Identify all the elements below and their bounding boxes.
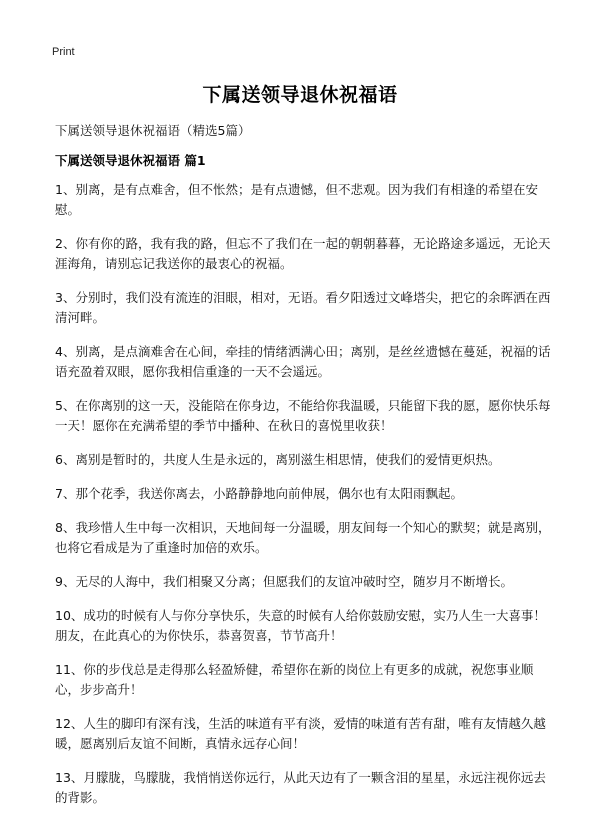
paragraph: 6、离别是暂时的，共度人生是永远的，离别滋生相思情，使我们的爱情更炽热。 [55, 452, 501, 467]
paragraph: 12、人生的脚印有深有浅，生活的味道有平有淡，爱情的味道有苦有甜，唯有友情越久越暖，愿离别后友谊不间断，真情永远存心间！ [55, 716, 546, 751]
paragraph: 13、月朦胧，鸟朦胧，我悄悄送你远行，从此天边有了一颗含泪的星星，永远注视你远去的背影。 [55, 770, 546, 805]
paragraph: 1、别离，是有点难舍，但不怅然；是有点遗憾，但不悲观。因为我们有相逢的希望在安慰。 [55, 182, 538, 217]
page-title: 下属送领导退休祝福语 [202, 84, 398, 106]
paragraph-list [55, 180, 555, 822]
paragraph: 11、你的步伐总是走得那么轻盈矫健，希望你在新的岗位上有更多的成就，祝您事业顺心，步步高升！ [55, 662, 534, 697]
paragraph: 8、我珍惜人生中每一次相识，天地间每一分温暖，朋友间每一个知心的默契；就是离别，也将它看成是为了重逢时加倍的欢乐。 [55, 520, 551, 555]
paragraph: 3、分别时，我们没有流连的泪眼，相对，无语。看夕阳透过文峰塔尖，把它的余晖洒在西清河畔。 [55, 290, 551, 325]
document-subtitle: 下属送领导退休祝福语（精选5篇） [55, 123, 251, 138]
print-label: Print [52, 46, 75, 58]
section-heading: 下属送领导退休祝福语 篇1 [55, 153, 206, 168]
paragraph: 9、无尽的人海中，我们相聚又分离；但愿我们的友谊冲破时空，随岁月不断增长。 [55, 574, 513, 589]
paragraph: 4、别离，是点滴难舍在心间，牵挂的情绪洒满心田；离别，是丝丝遗憾在蔓延，祝福的话语充盈着双眼，愿你我相信重逢的一天不会遥远。 [55, 344, 551, 379]
paragraph: 7、那个花季，我送你离去，小路静静地向前伸展，偶尔也有太阳雨飘起。 [55, 486, 463, 501]
paragraph: 5、在你离别的这一天，没能陪在你身边，不能给你我温暖，只能留下我的愿，愿你快乐每一天！愿你在充满希望的季节中播种、在秋日的喜悦里收获！ [55, 398, 551, 433]
paragraph: 10、成功的时候有人与你分享快乐，失意的时候有人给你鼓励安慰，实乃人生一大喜事！朋友，在此真心的为你快乐，恭喜贺喜，节节高升！ [55, 608, 546, 643]
paragraph: 2、你有你的路，我有我的路，但忘不了我们在一起的朝朝暮暮，无论路途多遥远，无论天涯海角，请别忘记我送你的最衷心的祝福。 [55, 236, 551, 271]
